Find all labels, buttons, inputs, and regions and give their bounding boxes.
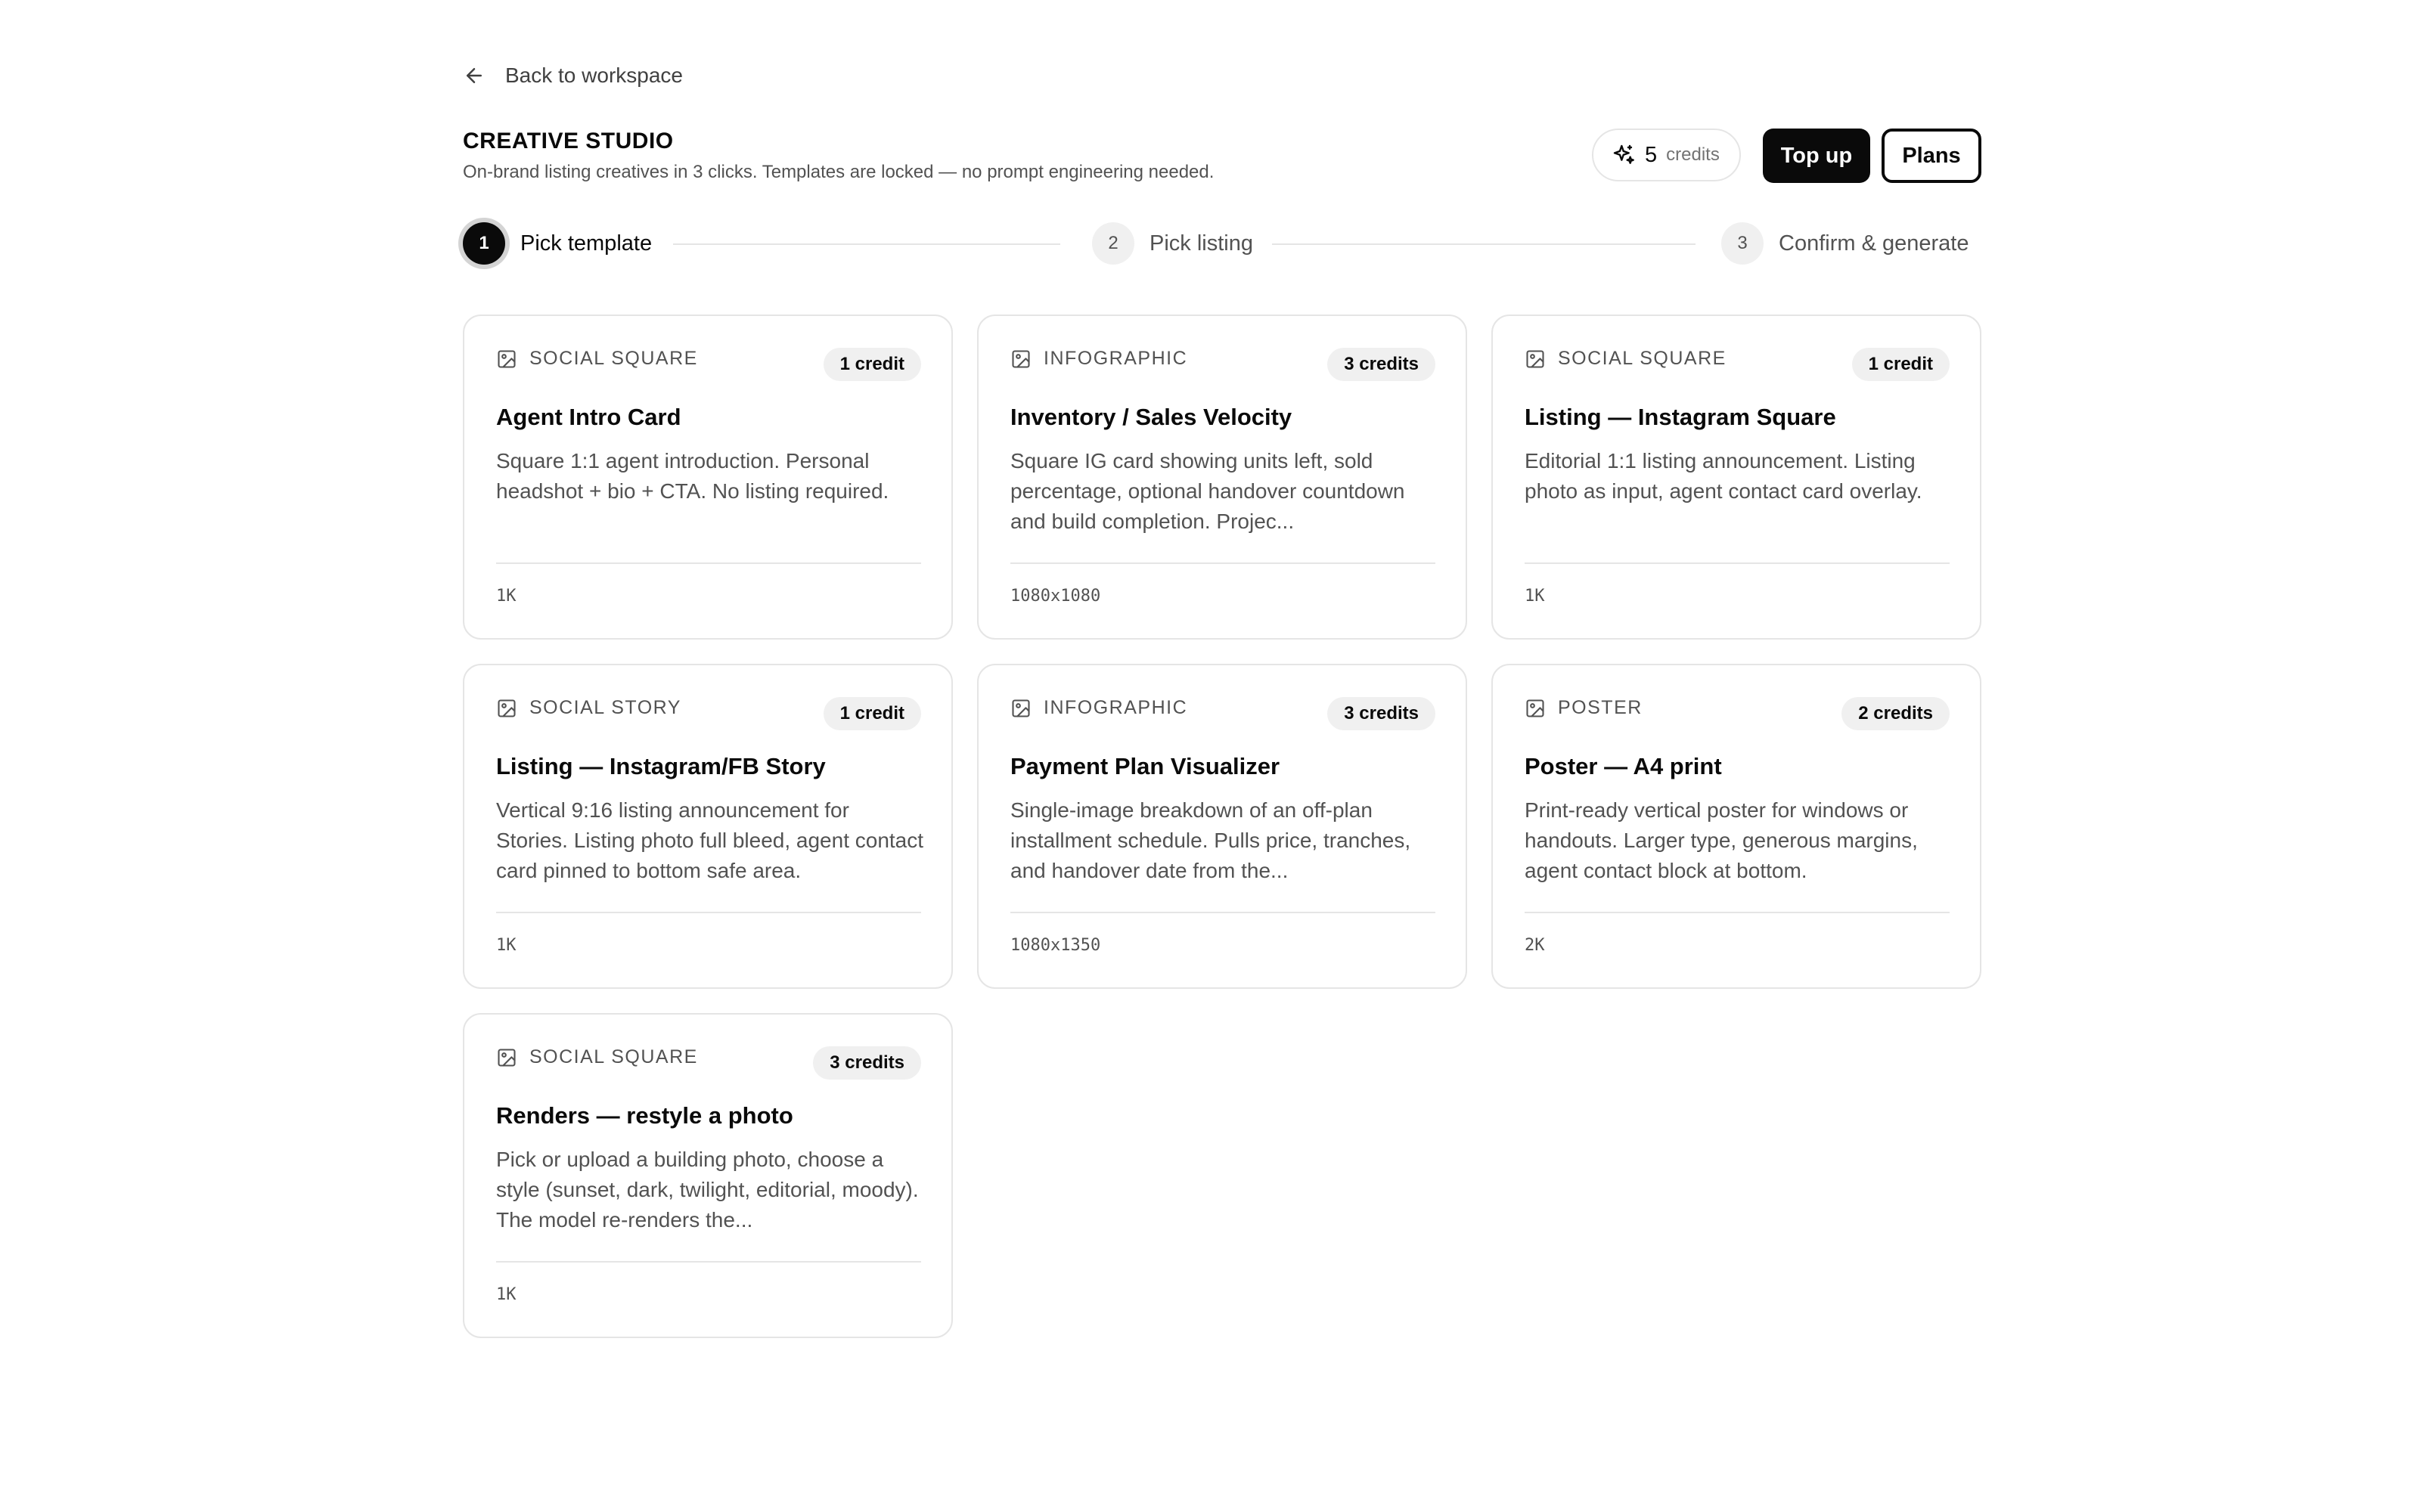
credit-cost-badge: 1 credit <box>824 348 921 381</box>
template-type <box>1010 697 1187 719</box>
step-number: 1 <box>463 222 505 265</box>
credits-count: 5 <box>1645 142 1658 167</box>
stepper <box>463 219 1981 268</box>
template-title: Poster — A4 print <box>1525 753 1722 779</box>
step-number: 2 <box>1092 222 1134 265</box>
step-confirm-generate[interactable] <box>1721 219 1969 268</box>
template-card[interactable] <box>1491 664 1981 989</box>
template-size: 1K <box>496 1285 517 1304</box>
template-type <box>1010 348 1187 370</box>
template-card[interactable] <box>463 314 953 640</box>
image-icon <box>1525 698 1546 719</box>
template-type-label: SOCIAL SQUARE <box>529 1046 698 1067</box>
sparkles-icon <box>1612 143 1636 167</box>
card-divider <box>1010 562 1435 564</box>
step-number: 3 <box>1721 222 1764 265</box>
plans-button[interactable]: Plans <box>1882 129 1981 183</box>
step-pick-listing[interactable] <box>1092 219 1253 268</box>
template-size: 1K <box>496 936 517 955</box>
template-title: Listing — Instagram/FB Story <box>496 753 826 779</box>
page-title: CREATIVE STUDIO <box>463 129 674 153</box>
card-divider <box>496 562 921 564</box>
template-type-label: INFOGRAPHIC <box>1044 348 1188 369</box>
template-type <box>1525 348 1727 370</box>
credit-cost-badge: 2 credits <box>1841 697 1950 730</box>
step-connector <box>1272 243 1696 245</box>
credit-cost-badge: 3 credits <box>1327 697 1435 730</box>
template-type <box>496 1046 698 1068</box>
image-icon <box>1010 698 1032 719</box>
template-type-label: SOCIAL SQUARE <box>529 348 698 369</box>
credit-cost-badge: 1 credit <box>1852 348 1950 381</box>
template-size: 1080x1080 <box>1010 587 1101 606</box>
template-size: 1080x1350 <box>1010 936 1101 955</box>
template-description: Square 1:1 agent introduction. Personal headshot + bio + CTA. No listing required. <box>496 449 889 503</box>
credits-balance <box>1592 129 1741 181</box>
template-type-label: SOCIAL SQUARE <box>1558 348 1727 369</box>
image-icon <box>1010 349 1032 370</box>
card-divider <box>1525 912 1950 913</box>
image-icon <box>496 1047 517 1068</box>
template-title: Payment Plan Visualizer <box>1010 753 1280 779</box>
template-type <box>1525 697 1643 719</box>
template-size: 1K <box>496 587 517 606</box>
top-up-button[interactable]: Top up <box>1763 129 1870 183</box>
card-divider <box>1525 562 1950 564</box>
step-label: Pick listing <box>1150 231 1253 256</box>
image-icon <box>1525 349 1546 370</box>
credit-cost-badge: 1 credit <box>824 697 921 730</box>
arrow-left-icon <box>463 64 486 87</box>
card-divider <box>496 912 921 913</box>
template-type-label: POSTER <box>1558 697 1643 718</box>
card-divider <box>496 1261 921 1263</box>
template-type <box>496 348 698 370</box>
image-icon <box>496 698 517 719</box>
template-description: Editorial 1:1 listing announcement. Listing photo as input, agent contact card overlay. <box>1525 449 1922 503</box>
template-title: Renders — restyle a photo <box>496 1102 793 1129</box>
template-type-label: SOCIAL STORY <box>529 697 681 718</box>
template-type <box>496 697 681 719</box>
template-title: Inventory / Sales Velocity <box>1010 404 1292 430</box>
template-description: Single-image breakdown of an off-plan installment schedule. Pulls price, tranches, and handover date from the... <box>1010 798 1411 882</box>
template-size: 1K <box>1525 587 1545 606</box>
card-divider <box>1010 912 1435 913</box>
credit-cost-badge: 3 credits <box>1327 348 1435 381</box>
page-subtitle: On-brand listing creatives in 3 clicks. Templates are locked — no prompt engineering needed. <box>463 162 1215 182</box>
template-card[interactable] <box>463 1013 953 1338</box>
step-label: Confirm & generate <box>1779 231 1969 256</box>
template-description: Print-ready vertical poster for windows or handouts. Larger type, generous margins, agent contact block at bottom. <box>1525 798 1918 882</box>
template-card[interactable] <box>977 664 1467 989</box>
step-label: Pick template <box>520 231 653 256</box>
back-label: Back to workspace <box>505 64 683 87</box>
credit-cost-badge: 3 credits <box>813 1046 921 1080</box>
credits-label: credits <box>1666 144 1720 165</box>
template-size: 2K <box>1525 936 1545 955</box>
image-icon <box>496 349 517 370</box>
template-description: Vertical 9:16 listing announcement for Stories. Listing photo full bleed, agent contact card pinned to bottom safe area. <box>496 798 924 882</box>
template-description: Square IG card showing units left, sold percentage, optional handover countdown and build completion. Projec... <box>1010 449 1405 533</box>
template-title: Agent Intro Card <box>496 404 681 430</box>
template-card[interactable] <box>463 664 953 989</box>
template-card[interactable] <box>1491 314 1981 640</box>
step-pick-template[interactable] <box>463 219 652 268</box>
template-type-label: INFOGRAPHIC <box>1044 697 1188 718</box>
step-connector <box>673 243 1060 245</box>
template-description: Pick or upload a building photo, choose a style (sunset, dark, twilight, editorial, moody). The model re-renders the... <box>496 1148 919 1232</box>
template-card[interactable] <box>977 314 1467 640</box>
back-to-workspace-link[interactable] <box>463 59 683 92</box>
template-title: Listing — Instagram Square <box>1525 404 1836 430</box>
